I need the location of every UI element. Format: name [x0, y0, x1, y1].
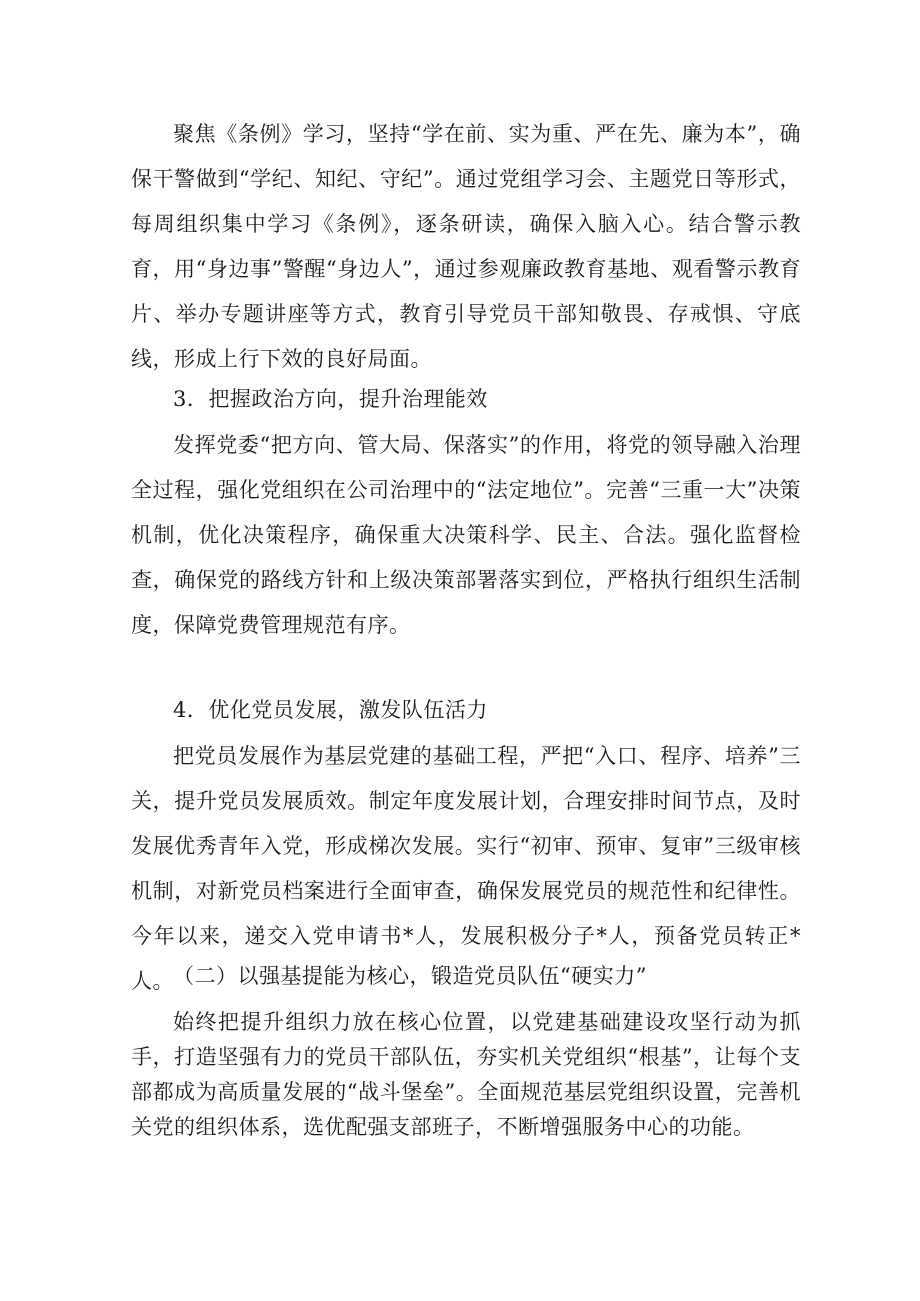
paragraph-study-regulations: 聚焦《条例》学习，坚持“学在前、实为重、严在先、廉为本”，确保干警做到“学纪、知纪、守纪”。通过党组学习会、主题党日等形式，每周组织集中学习《条例》，逐条研读，确保入脑入心。结合警示教育，用“身边事”警醒“身边人”，通过参观廉政教育基地、观看警示教育片、举办专题讲座等方式，教育引导党员干部知敬畏、存戒惧、守底线，形成上行下效的良好局面。 [131, 122, 801, 371]
heading-political-direction: 3．把握政治方向，提升治理能效 [173, 387, 488, 411]
paragraph-organization-strength: 始终把提升组织力放在核心位置，以党建基础建设攻坚行动为抓手，打造坚强有力的党员干部队伍，夯实机关党组织“根基”，让每个支部都成为高质量发展的“战斗堡垒”。全面规范基层党组织设置，完善机关党的组织体系，选优配强支部班子，不断增强服务中心的功能。 [131, 1010, 801, 1139]
paragraph-member-development: 把党员发展作为基层党建的基础工程，严把“入口、程序、培养”三关，提升党员发展质效。制定年度发展计划，合理安排时间节点，及时发展优秀青年入党，形成梯次发展。实行“初审、预审、复审”三级审核机制，对新党员档案进行全面审查，确保发展党员的规范性和纪律性。今年以来，递交入党申请书*人，发展积极分子*人，预备党员转正*人。 [131, 744, 801, 993]
paragraph-party-leadership: 发挥党委“把方向、管大局、保落实”的作用，将党的领导融入治理全过程，强化党组织在公司治理中的“法定地位”。完善“三重一大”决策机制，优化决策程序，确保重大决策科学、民主、合法。强化监督检查，确保党的路线方针和上级决策部署落实到位，严格执行组织生活制度，保障党费管理规范有序。 [131, 433, 801, 637]
heading-member-development: 4．优化党员发展，激发队伍活力 [173, 698, 488, 722]
heading-section-two: （二）以强基提能为核心，锻造党员队伍“硬实力” [173, 964, 647, 988]
